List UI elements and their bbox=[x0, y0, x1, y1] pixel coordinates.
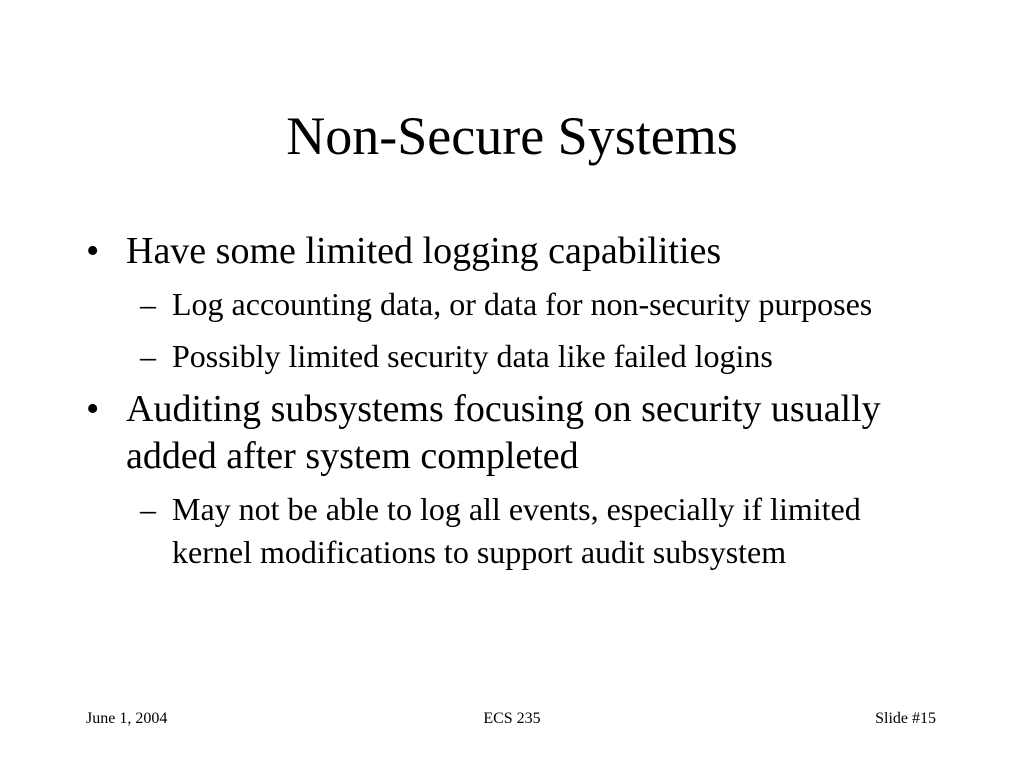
footer-date: June 1, 2004 bbox=[86, 710, 168, 727]
bullet-icon: • bbox=[86, 388, 100, 430]
sub-bullet-item bbox=[86, 283, 946, 326]
slide-body bbox=[86, 228, 946, 574]
slide-title: Non-Secure Systems bbox=[286, 106, 738, 166]
sub-bullet-text: May not be able to log all events, especially if limited kernel modifications to support audit subsystem bbox=[172, 491, 861, 570]
sub-bullet-text: Possibly limited security data like failed logins bbox=[172, 338, 773, 374]
sub-bullet-text: Log accounting data, or data for non-security purposes bbox=[172, 286, 873, 322]
bullet-icon: • bbox=[86, 230, 100, 272]
dash-icon: – bbox=[140, 338, 156, 374]
dash-icon: – bbox=[140, 286, 156, 322]
footer-slide-number: Slide #15 bbox=[875, 710, 936, 727]
bullet-text: Have some limited logging capabilities bbox=[126, 230, 722, 272]
sub-bullet-item bbox=[86, 335, 946, 378]
bullet-text: Auditing subsystems focusing on security usually added after system completed bbox=[126, 388, 881, 477]
dash-icon: – bbox=[140, 491, 156, 527]
sub-bullet-item bbox=[86, 488, 946, 574]
bullet-item bbox=[86, 386, 946, 480]
bullet-item bbox=[86, 228, 946, 275]
footer-course: ECS 235 bbox=[483, 710, 541, 727]
